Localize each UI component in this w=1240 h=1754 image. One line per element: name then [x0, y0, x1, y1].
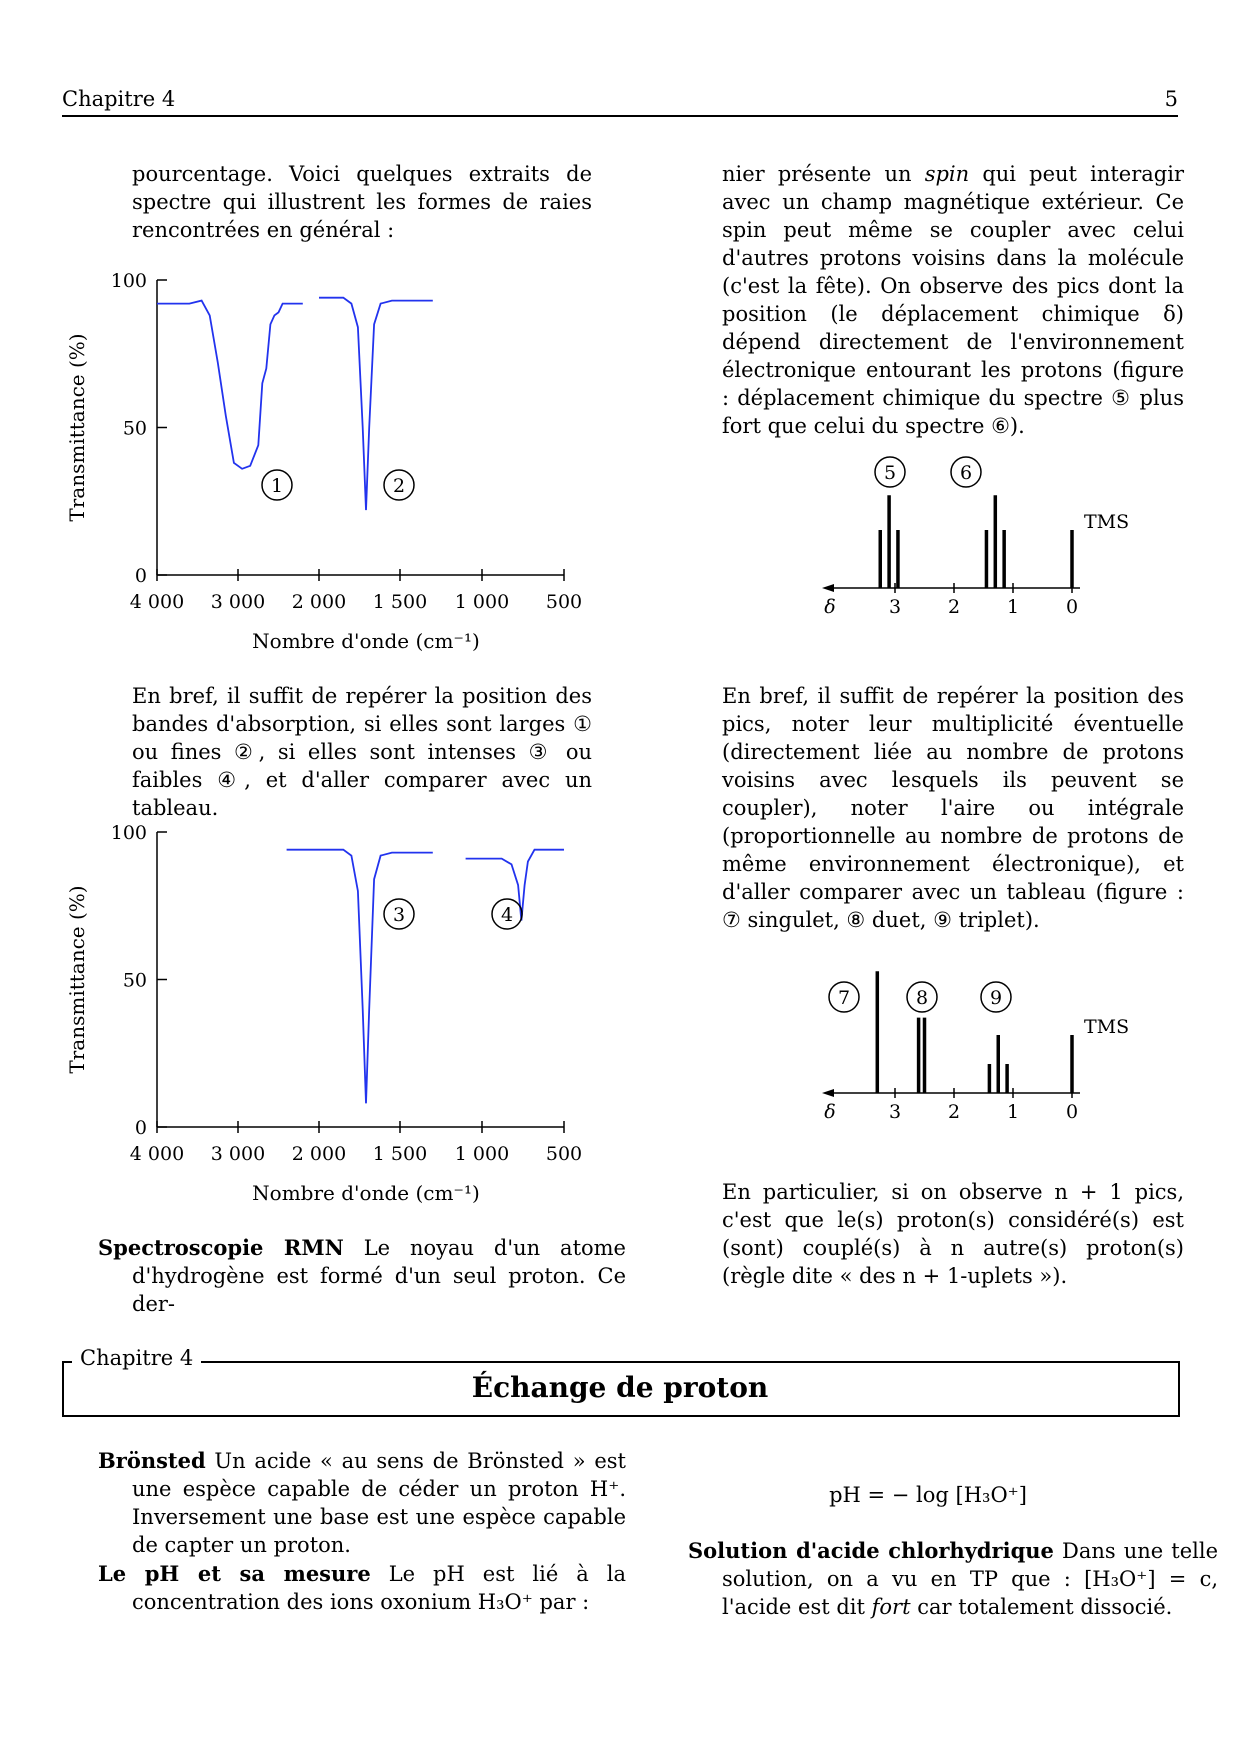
spectrum-series-2	[319, 298, 433, 510]
delta-tick-label: 3	[888, 596, 902, 618]
y-tick-label: 50	[122, 969, 147, 992]
ir-spectrum-chart-2	[62, 817, 622, 1217]
axis-arrow	[822, 584, 834, 592]
bref-paragraph	[132, 682, 592, 822]
n-plus-one-text: En particulier, si on observe n + 1 pics, c'est que le(s) proton(s) considéré(s) est (sont) couplé(s) à n autre(s) proton(s) (règle dite « des n + 1-uplets »).	[722, 1180, 1184, 1288]
x-tick-label: 2 000	[291, 591, 347, 613]
y-tick-label: 0	[134, 565, 147, 587]
peak-group-label: 8	[915, 987, 929, 1009]
y-tick-label: 0	[134, 1117, 147, 1139]
nmr-spectrum-chart-2	[820, 955, 1150, 1125]
peak-group-label: 5	[883, 462, 897, 484]
spin-text-b: qui peut interagir avec un champ magnétique extérieur. Ce spin peut même se coupler avec celui d'autres protons voisins dans la molécule (c'est la fête). On observe des pics dont la position (le déplacement chimique δ) dépend directement de l'environnement électronique entourant les protons (figure : déplacement chimique du spectre ⑤ plus fort que celui du spectre ⑥).	[722, 162, 1184, 438]
tms-label: TMS	[1084, 511, 1130, 533]
band-label: 2	[392, 475, 406, 497]
y-axis-label: Transmittance (%)	[65, 885, 89, 1074]
ph-term: Le pH et sa mesure	[98, 1561, 371, 1586]
spin-text-a: nier présente un	[722, 162, 925, 186]
x-axis-label: Nombre d'onde (cm⁻¹)	[252, 629, 480, 653]
band-label: 3	[392, 904, 406, 926]
band-label: 4	[500, 904, 514, 926]
ph-formula: pH = − log [H₃O⁺]	[829, 1483, 1027, 1507]
x-tick-label: 2 000	[291, 1143, 347, 1165]
delta-symbol: δ	[824, 1101, 836, 1123]
x-tick-label: 500	[545, 591, 583, 613]
delta-tick-label: 2	[947, 596, 961, 618]
delta-tick-label: 1	[1006, 596, 1020, 618]
chapter-title: Échange de proton	[471, 1371, 769, 1404]
y-axis-label: Transmittance (%)	[65, 333, 89, 522]
spectrum-series-3	[287, 850, 433, 1104]
hcl-fort: fort	[871, 1595, 911, 1619]
hcl-text-a: Dans une telle solution, on a vu en TP que : [H₃O⁺] = c, l'acide est dit	[722, 1539, 1218, 1619]
bronsted-text: Un acide « au sens de Brönsted » est une espèce capable de céder un proton H⁺. Inversement une base est une espèce capable de capter un proton.	[132, 1449, 626, 1557]
bronsted-paragraph	[98, 1447, 626, 1559]
rmn-text: Le noyau d'un atome d'hydrogène est formé d'un seul proton. Ce der-	[132, 1236, 626, 1316]
rmn-term: Spectroscopie RMN	[98, 1235, 344, 1260]
intro-paragraph	[132, 160, 592, 244]
page-number: 5	[1164, 87, 1178, 111]
multiplicity-text: En bref, il suffit de repérer la position des pics, noter leur multiplicité éventuelle (directement liée au nombre de protons voisins avec lesquels ils peuvent se coupler), noter l'aire ou intégrale (proportionnelle au nombre de protons de même environnement électronique), et d'aller comparer avec un tableau (figure : ⑦ singulet, ⑧ duet, ⑨ triplet).	[722, 684, 1184, 932]
spectrum-series-4	[466, 850, 564, 921]
axis-arrow	[822, 1089, 834, 1097]
x-tick-label: 500	[545, 1143, 583, 1165]
ph-text: Le pH est lié à la concentration des ions oxonium H₃O⁺ par :	[132, 1562, 626, 1614]
x-tick-label: 4 000	[129, 1143, 185, 1165]
x-tick-label: 3 000	[210, 591, 266, 613]
hcl-paragraph	[688, 1537, 1218, 1621]
x-tick-label: 1 000	[454, 591, 510, 613]
x-tick-label: 3 000	[210, 1143, 266, 1165]
delta-tick-label: 0	[1065, 596, 1079, 618]
delta-symbol: δ	[824, 596, 836, 618]
delta-tick-label: 2	[947, 1101, 961, 1123]
y-tick-label: 100	[110, 822, 147, 844]
running-header	[62, 87, 1178, 117]
y-tick-label: 100	[110, 270, 147, 292]
ph-paragraph	[98, 1560, 626, 1616]
delta-tick-label: 3	[888, 1101, 902, 1123]
header-chapter: Chapitre 4	[62, 87, 176, 111]
nmr-spectrum-chart-1	[820, 450, 1150, 620]
multiplicity-paragraph	[722, 682, 1184, 934]
tms-label: TMS	[1084, 1016, 1130, 1038]
peak-group-label: 7	[837, 987, 851, 1009]
spin-word: spin	[924, 162, 970, 186]
n-plus-one-paragraph	[722, 1178, 1184, 1290]
x-axis-label: Nombre d'onde (cm⁻¹)	[252, 1181, 480, 1205]
ir-spectrum-chart-1	[62, 265, 622, 665]
chapter-label: Chapitre 4	[72, 1346, 201, 1370]
spin-paragraph	[722, 160, 1184, 440]
peak-group-label: 9	[989, 987, 1003, 1009]
rmn-paragraph	[98, 1234, 626, 1318]
x-tick-label: 1 500	[372, 591, 428, 613]
x-tick-label: 1 000	[454, 1143, 510, 1165]
hcl-text-b: car totalement dissocié.	[910, 1595, 1173, 1619]
y-tick-label: 50	[122, 417, 147, 440]
bronsted-term: Brönsted	[98, 1448, 206, 1473]
delta-tick-label: 1	[1006, 1101, 1020, 1123]
hcl-term: Solution d'acide chlorhydrique	[688, 1538, 1054, 1563]
bref-text: En bref, il suffit de repérer la position des bandes d'absorption, si elles sont larges ① ou fines ②, si elles sont intenses ③ ou faibles ④, et d'aller comparer avec un tableau.	[132, 684, 592, 820]
band-label: 1	[270, 475, 284, 497]
spectrum-series-1	[157, 301, 303, 469]
x-tick-label: 1 500	[372, 1143, 428, 1165]
peak-group-label: 6	[959, 462, 973, 484]
delta-tick-label: 0	[1065, 1101, 1079, 1123]
intro-text: pourcentage. Voici quelques extraits de spectre qui illustrent les formes de raies rencontrées en général :	[132, 162, 592, 242]
x-tick-label: 4 000	[129, 591, 185, 613]
